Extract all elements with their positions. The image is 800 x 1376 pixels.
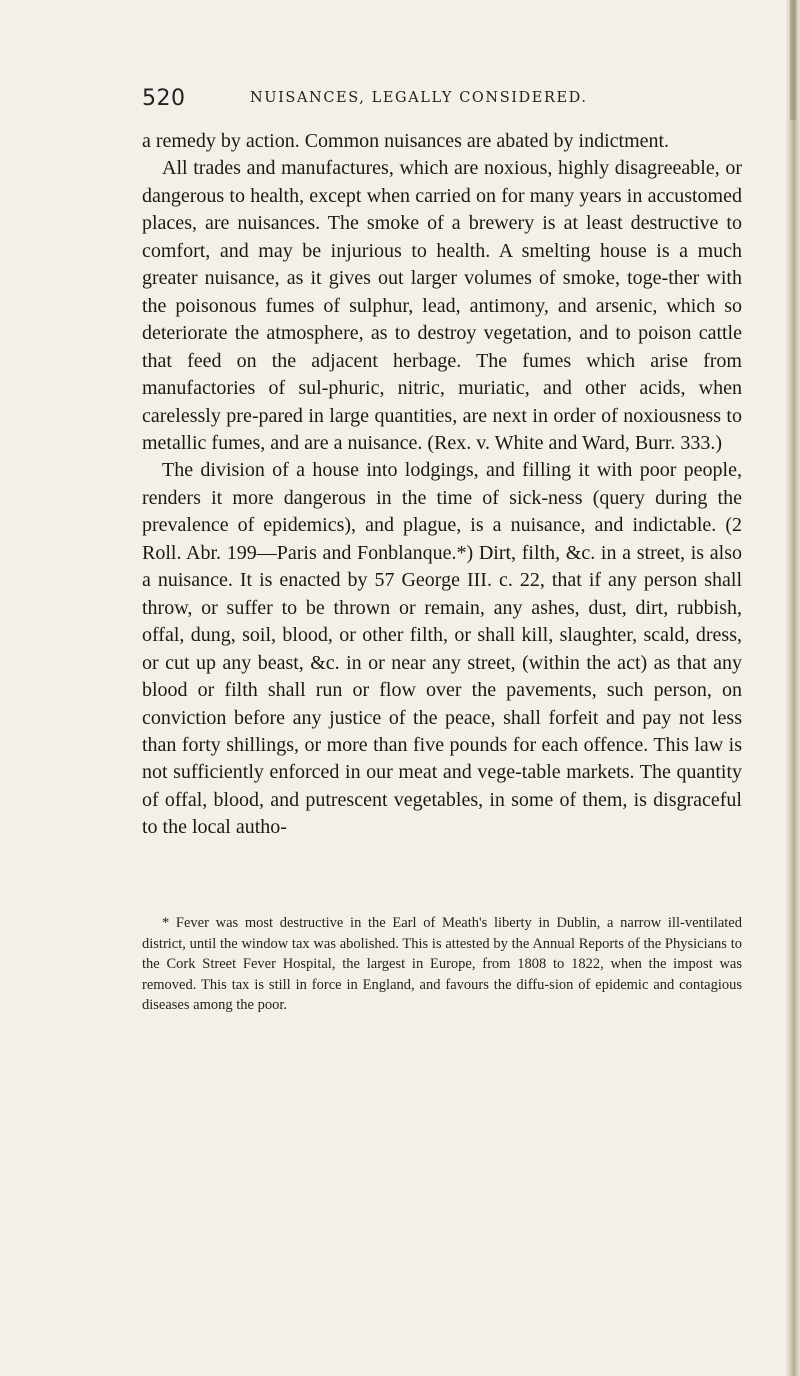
page-number: 520	[142, 86, 186, 111]
paragraph-trades-manufactures: All trades and manufactures, which are noxious, highly disagreeable, or dangerous to health, except when carried on for many years in accustomed places, are nuisances. The smoke of a brewery is at least destructive to comfort, and may be injurious to health. A smelting house is a much greater nuisance, as it gives out larger volumes of smoke, toge-ther with the poisonous fumes of sulphur, lead, antimony, and arsenic, which so deteriorate the atmosphere, as to destroy vegetation, and to poison cattle that feed on the adjacent herbage. The fumes which arise from manufactories of sul-phuric, nitric, muriatic, and other acids, when carelessly pre-pared in large quantities, are next in order of noxiousness to metallic fumes, and are a nuisance. (Rex. v. White and Ward, Burr. 333.)	[142, 157, 742, 454]
body-text	[142, 128, 742, 842]
page-edge	[786, 0, 800, 1376]
footnote: * Fever was most destructive in the Earl of Meath's liberty in Dublin, a narrow ill-ventilated district, until the window tax was abolished. This is attested by the Annual Reports of the Physicians to the Cork Street Fever Hospital, the largest in Europe, from 1808 to 1822, when the impost was removed. This tax is still in force in England, and favours the diffu-sion of epidemic and contagious diseases among the poor.	[142, 915, 742, 1014]
page-edge-shadow	[790, 0, 796, 120]
paragraph-continuation: a remedy by action. Common nuisances are abated by indictment.	[142, 130, 670, 152]
page-header	[142, 86, 742, 116]
running-head: NUISANCES, LEGALLY CONSIDERED.	[250, 90, 588, 106]
paragraph-lodgings-filth: The division of a house into lodgings, and filling it with poor people, renders it more dangerous in the time of sick-ness (query during the prevalence of epidemics), and plague, is a nuisance, and indictable. (2 Roll. Abr. 199—Paris and Fonblanque.*) Dirt, filth, &c. in a street, is also a nuisance. It is enacted by 57 George III. c. 22, that if any person shall throw, or suffer to be thrown or remain, any ashes, dust, dirt, rubbish, offal, dung, soil, blood, or other filth, or shall kill, slaughter, scald, dress, or cut up any beast, &c. in or near any street, (within the act) as that any blood or filth shall run or flow over the pavements, such person, on conviction before any justice of the peace, shall forfeit and pay not less than forty shillings, or more than five pounds for each offence. This law is not sufficiently enforced in our meat and vege-table markets. The quantity of offal, blood, and putrescent vegetables, in some of them, is disgraceful to the local autho-	[142, 459, 742, 839]
